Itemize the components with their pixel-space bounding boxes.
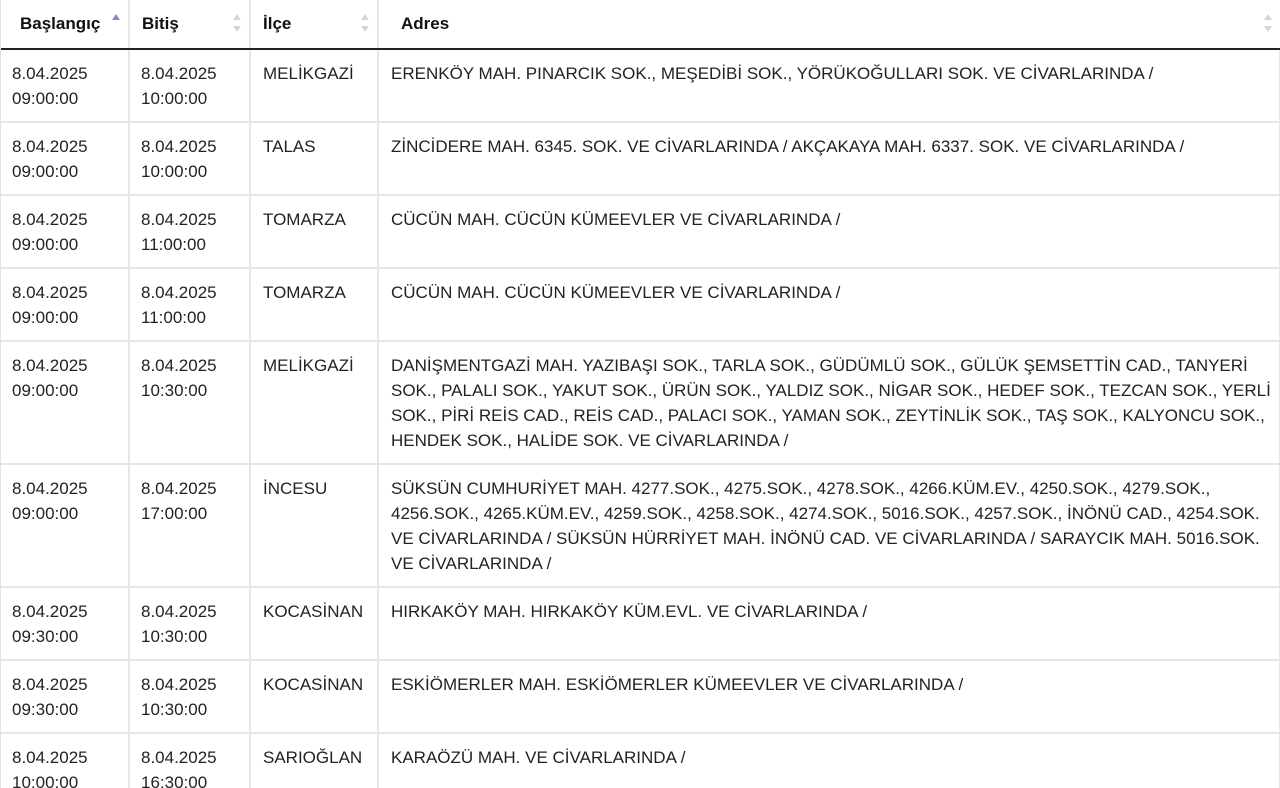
column-header-address-label: Adres [401, 14, 450, 33]
start-date: 8.04.2025 [12, 748, 88, 767]
cell-end [129, 195, 250, 268]
column-header-start-label: Başlangıç [20, 14, 101, 33]
end-date: 8.04.2025 [141, 748, 217, 767]
cell-address: HIRKAKÖY MAH. HIRKAKÖY KÜM.EVL. VE CİVARLARINDA / [378, 587, 1280, 660]
start-time: 09:00:00 [12, 381, 79, 400]
end-date: 8.04.2025 [141, 137, 217, 156]
cell-address: DANİŞMENTGAZİ MAH. YAZIBAŞI SOK., TARLA SOK., GÜDÜMLÜ SOK., GÜLÜK ŞEMSETTİN CAD., TANYERİ SOK., PALALI SOK., YAKUT SOK., ÜRÜN SOK., YALDIZ SOK., NİGAR SOK., HEDEF SOK., TEZCAN SOK., YERLİ SOK., PİRİ REİS CAD., REİS CAD., PALACI SOK., YAMAN SOK., ZEYTİNLİK SOK., TAŞ SOK., KALYONCU SOK., HENDEK SOK., HALİDE SOK. VE CİVARLARINDA / [378, 341, 1280, 464]
cell-district: MELİKGAZİ [250, 341, 378, 464]
cell-district: TOMARZA [250, 268, 378, 341]
start-time: 10:00:00 [12, 773, 79, 788]
cell-address: SÜKSÜN CUMHURİYET MAH. 4277.SOK., 4275.SOK., 4278.SOK., 4266.KÜM.EV., 4250.SOK., 4279.SOK., 4256.SOK., 4265.KÜM.EV., 4259.SOK., 4258.SOK., 4274.SOK., 5016.SOK., 4257.SOK., İNÖNÜ CAD., 4254.SOK. VE CİVARLARINDA / SÜKSÜN HÜRRİYET MAH. İNÖNÜ CAD. VE CİVARLARINDA / SARAYCIK MAH. 5016.SOK. VE CİVARLARINDA / [378, 464, 1280, 587]
cell-start [1, 587, 129, 660]
end-time: 11:00:00 [141, 308, 206, 327]
start-date: 8.04.2025 [12, 137, 88, 156]
sort-icon [233, 14, 241, 32]
end-date: 8.04.2025 [141, 675, 217, 694]
cell-district: TOMARZA [250, 195, 378, 268]
column-header-district-label: İlçe [263, 14, 292, 33]
end-time: 10:30:00 [141, 700, 208, 719]
start-time: 09:00:00 [12, 162, 79, 181]
cell-district: SARIOĞLAN [250, 733, 378, 788]
cell-district: MELİKGAZİ [250, 49, 378, 122]
column-header-address[interactable] [378, 0, 1280, 49]
cell-address: CÜCÜN MAH. CÜCÜN KÜMEEVLER VE CİVARLARINDA / [378, 268, 1280, 341]
table-header-row [1, 0, 1280, 49]
cell-address: CÜCÜN MAH. CÜCÜN KÜMEEVLER VE CİVARLARINDA / [378, 195, 1280, 268]
table-row [1, 464, 1280, 587]
table-row [1, 195, 1280, 268]
start-time: 09:00:00 [12, 89, 79, 108]
sort-ascending-icon [112, 14, 120, 32]
end-date: 8.04.2025 [141, 210, 217, 229]
cell-start [1, 660, 129, 733]
end-time: 11:00:00 [141, 235, 206, 254]
end-time: 10:30:00 [141, 381, 208, 400]
table-row [1, 122, 1280, 195]
cell-district: İNCESU [250, 464, 378, 587]
cell-end [129, 733, 250, 788]
cell-end [129, 49, 250, 122]
start-date: 8.04.2025 [12, 356, 88, 375]
table-row [1, 268, 1280, 341]
cell-end [129, 660, 250, 733]
table-row [1, 733, 1280, 788]
start-date: 8.04.2025 [12, 675, 88, 694]
cell-address: ERENKÖY MAH. PINARCIK SOK., MEŞEDİBİ SOK., YÖRÜKOĞULLARI SOK. VE CİVARLARINDA / [378, 49, 1280, 122]
cell-start [1, 122, 129, 195]
cell-start [1, 733, 129, 788]
end-date: 8.04.2025 [141, 64, 217, 83]
start-date: 8.04.2025 [12, 479, 88, 498]
column-header-end-label: Bitiş [142, 14, 179, 33]
sort-icon [361, 14, 369, 32]
sort-icon [1264, 14, 1272, 32]
start-time: 09:00:00 [12, 235, 79, 254]
column-header-district[interactable] [250, 0, 378, 49]
cell-start [1, 49, 129, 122]
cell-address: ESKİÖMERLER MAH. ESKİÖMERLER KÜMEEVLER VE CİVARLARINDA / [378, 660, 1280, 733]
start-date: 8.04.2025 [12, 602, 88, 621]
start-date: 8.04.2025 [12, 210, 88, 229]
cell-end [129, 268, 250, 341]
start-time: 09:00:00 [12, 308, 79, 327]
end-date: 8.04.2025 [141, 356, 217, 375]
cell-end [129, 464, 250, 587]
cell-start [1, 268, 129, 341]
table-row [1, 660, 1280, 733]
outage-table [1, 0, 1280, 788]
start-date: 8.04.2025 [12, 283, 88, 302]
end-time: 10:30:00 [141, 627, 208, 646]
cell-address: ZİNCİDERE MAH. 6345. SOK. VE CİVARLARINDA / AKÇAKAYA MAH. 6337. SOK. VE CİVARLARINDA / [378, 122, 1280, 195]
end-time: 16:30:00 [141, 773, 208, 788]
start-time: 09:00:00 [12, 504, 79, 523]
table-row [1, 341, 1280, 464]
cell-district: TALAS [250, 122, 378, 195]
table-row [1, 587, 1280, 660]
start-time: 09:30:00 [12, 700, 79, 719]
cell-end [129, 587, 250, 660]
end-time: 17:00:00 [141, 504, 208, 523]
end-date: 8.04.2025 [141, 283, 217, 302]
table-row [1, 49, 1280, 122]
cell-start [1, 464, 129, 587]
cell-district: KOCASİNAN [250, 587, 378, 660]
cell-address: KARAÖZÜ MAH. VE CİVARLARINDA / [378, 733, 1280, 788]
start-date: 8.04.2025 [12, 64, 88, 83]
cell-end [129, 341, 250, 464]
cell-district: KOCASİNAN [250, 660, 378, 733]
end-date: 8.04.2025 [141, 479, 217, 498]
column-header-start[interactable] [1, 0, 129, 49]
end-time: 10:00:00 [141, 162, 208, 181]
cell-end [129, 122, 250, 195]
end-date: 8.04.2025 [141, 602, 217, 621]
cell-start [1, 341, 129, 464]
end-time: 10:00:00 [141, 89, 208, 108]
start-time: 09:30:00 [12, 627, 79, 646]
cell-start [1, 195, 129, 268]
column-header-end[interactable] [129, 0, 250, 49]
